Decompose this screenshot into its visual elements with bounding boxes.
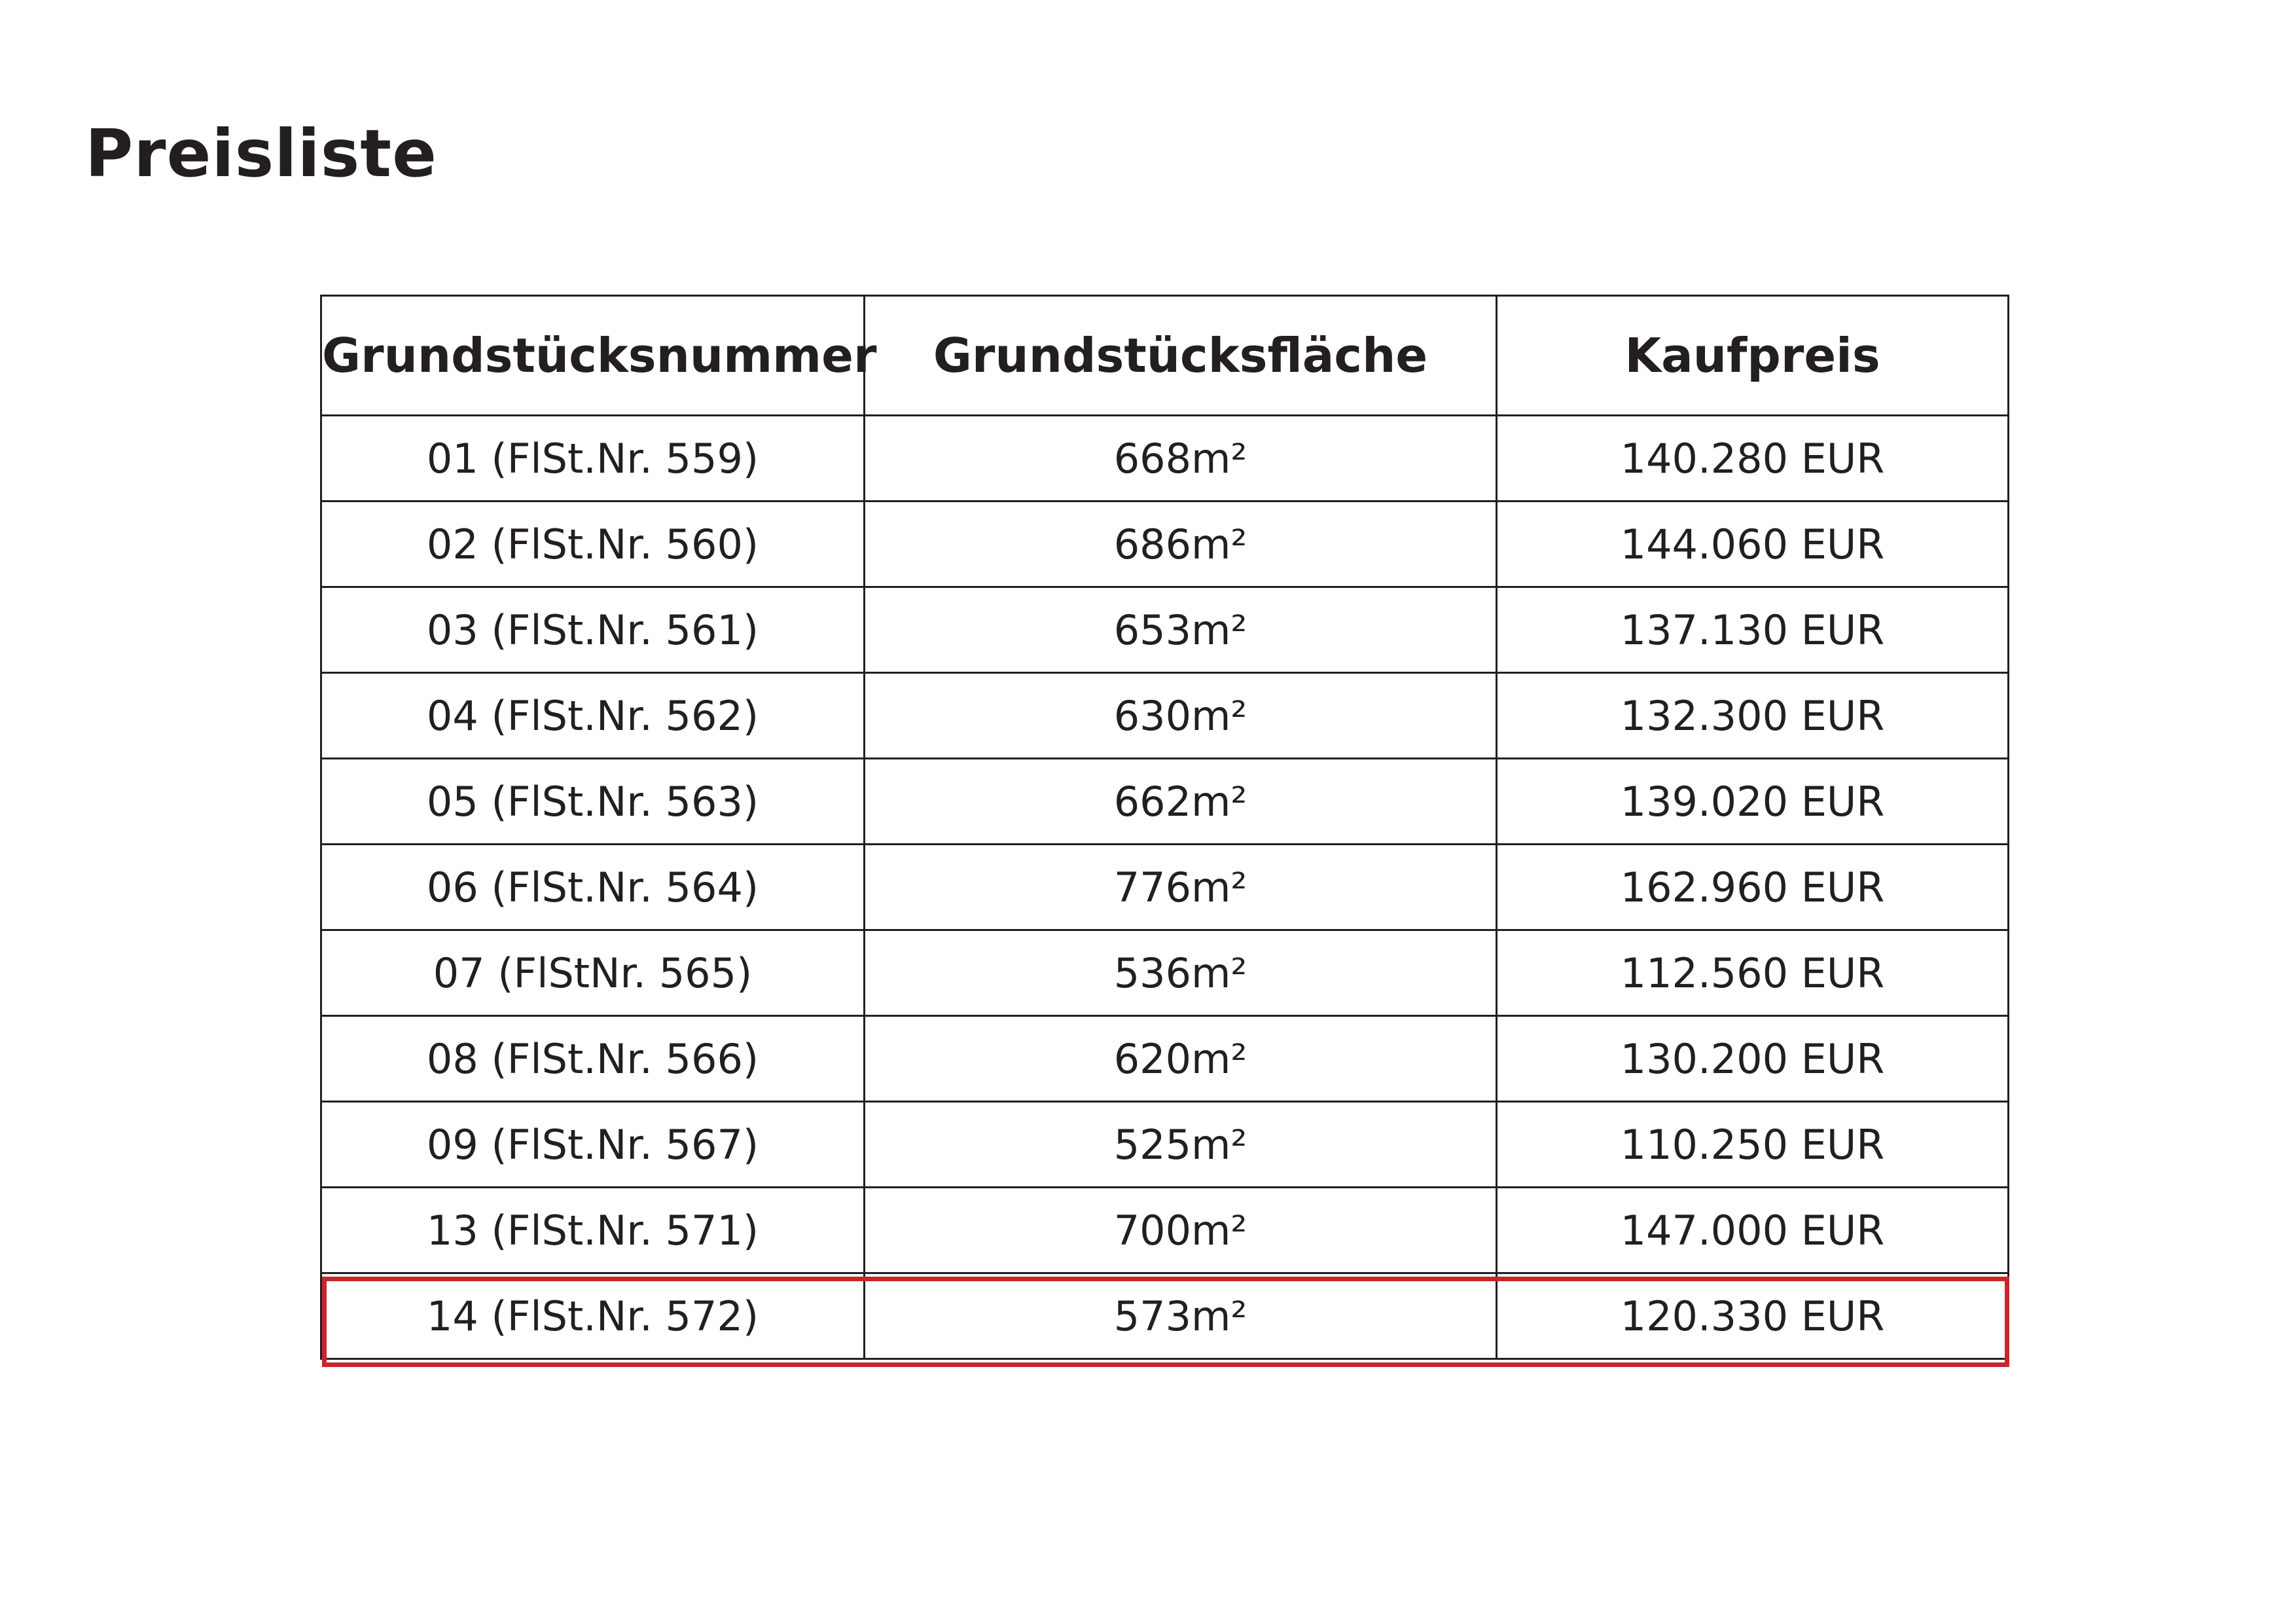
- table-row: [321, 930, 2009, 1016]
- table-row-highlighted: [321, 1273, 2009, 1359]
- table-row: [321, 673, 2009, 759]
- purchase-price-cell: 162.960 EUR: [1497, 845, 2009, 930]
- table-header-row: [321, 296, 2009, 416]
- plot-number-cell: 09 (FlSt.Nr. 567): [321, 1102, 865, 1188]
- purchase-price-cell: 110.250 EUR: [1497, 1102, 2009, 1188]
- purchase-price-cell: 137.130 EUR: [1497, 587, 2009, 673]
- plot-area-cell: 525m²: [865, 1102, 1497, 1188]
- table-row: [321, 587, 2009, 673]
- header-plot-number: Grundstücksnummer: [321, 296, 865, 416]
- plot-area-cell: 653m²: [865, 587, 1497, 673]
- table-row: [321, 759, 2009, 845]
- table-row: [321, 501, 2009, 587]
- header-plot-area: Grundstücksfläche: [865, 296, 1497, 416]
- purchase-price-cell: 120.330 EUR: [1497, 1273, 2009, 1359]
- plot-area-cell: 536m²: [865, 930, 1497, 1016]
- purchase-price-cell: 139.020 EUR: [1497, 759, 2009, 845]
- plot-number-cell: 03 (FlSt.Nr. 561): [321, 587, 865, 673]
- plot-number-cell: 01 (FlSt.Nr. 559): [321, 416, 865, 501]
- plot-number-cell: 07 (FlStNr. 565): [321, 930, 865, 1016]
- purchase-price-cell: 147.000 EUR: [1497, 1188, 2009, 1273]
- plot-number-cell: 04 (FlSt.Nr. 562): [321, 673, 865, 759]
- plot-number-cell: 08 (FlSt.Nr. 566): [321, 1016, 865, 1102]
- plot-area-cell: 776m²: [865, 845, 1497, 930]
- plot-number-cell: 14 (FlSt.Nr. 572): [321, 1273, 865, 1359]
- price-table: [320, 295, 2009, 1360]
- table-row: [321, 1188, 2009, 1273]
- table-row: [321, 1016, 2009, 1102]
- plot-number-cell: 02 (FlSt.Nr. 560): [321, 501, 865, 587]
- plot-area-cell: 620m²: [865, 1016, 1497, 1102]
- purchase-price-cell: 140.280 EUR: [1497, 416, 2009, 501]
- table-row: [321, 845, 2009, 930]
- plot-area-cell: 662m²: [865, 759, 1497, 845]
- plot-area-cell: 700m²: [865, 1188, 1497, 1273]
- plot-number-cell: 05 (FlSt.Nr. 563): [321, 759, 865, 845]
- table-row: [321, 1102, 2009, 1188]
- plot-area-cell: 668m²: [865, 416, 1497, 501]
- purchase-price-cell: 130.200 EUR: [1497, 1016, 2009, 1102]
- page-title: Preisliste: [85, 115, 437, 192]
- purchase-price-cell: 144.060 EUR: [1497, 501, 2009, 587]
- header-purchase-price: Kaufpreis: [1497, 296, 2009, 416]
- table-row: [321, 416, 2009, 501]
- purchase-price-cell: 132.300 EUR: [1497, 673, 2009, 759]
- plot-area-cell: 686m²: [865, 501, 1497, 587]
- plot-number-cell: 13 (FlSt.Nr. 571): [321, 1188, 865, 1273]
- plot-area-cell: 630m²: [865, 673, 1497, 759]
- plot-number-cell: 06 (FlSt.Nr. 564): [321, 845, 865, 930]
- purchase-price-cell: 112.560 EUR: [1497, 930, 2009, 1016]
- plot-area-cell: 573m²: [865, 1273, 1497, 1359]
